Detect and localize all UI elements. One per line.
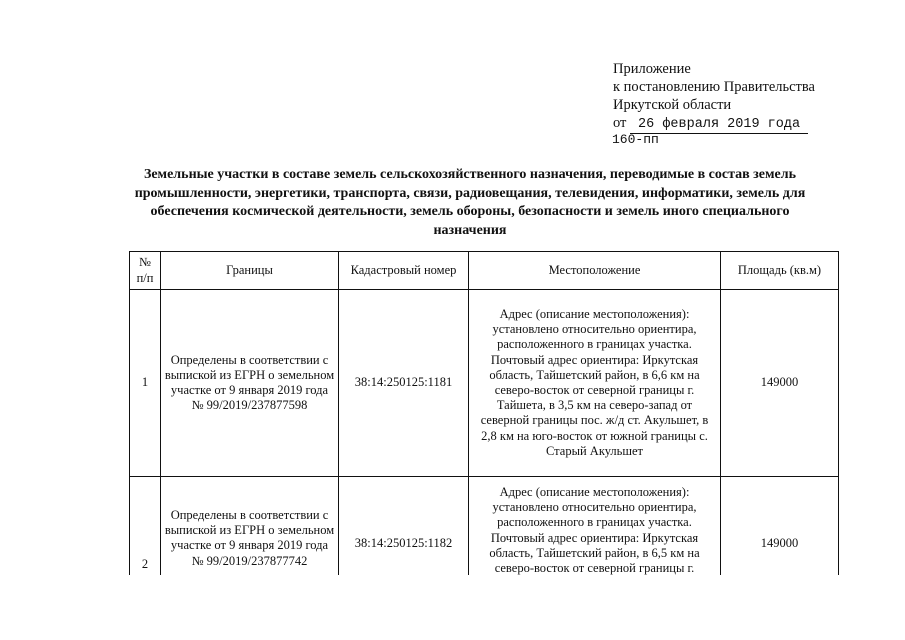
header-boundaries: Границы (161, 252, 339, 290)
cell-boundaries: Определены в соответствии с выпиской из ЕГРН о земельном участке от 9 января 2019 года № 99/2019/237877598 (161, 290, 339, 477)
cell-cadastral: 38:14:250125:1182 (339, 477, 469, 623)
cell-boundaries: Определены в соответствии с выпиской из ЕГРН о земельном участке от 9 января 2019 года № 99/2019/237877742 (161, 477, 339, 623)
date-prefix: от (613, 115, 627, 131)
cell-location: Адрес (описание местоположения): установлено относительно ориентира, расположенного в границах участка. Почтовый адрес ориентира: Иркутская область, Тайшетский район, в 6,6 км на северо-восток от северной границы г. Тайшета, в 3,5 км на северо-запад от северной границы пос. ж/д ст. Акульшет, в 2,8 км на юго-восток от южной границы с. Старый Акульшет (469, 290, 721, 477)
resolution-number: 160-пп (612, 132, 659, 147)
table-row (130, 290, 839, 477)
cell-area: 149000 (721, 290, 839, 477)
header-cadastral: Кадастровый номер (339, 252, 469, 290)
cell-num: 1 (130, 290, 161, 477)
appendix-date-line (613, 114, 815, 134)
appendix-region: Иркутской области (613, 97, 732, 113)
cell-location: Адрес (описание местоположения): установлено относительно ориентира, расположенного в границах участка. Почтовый адрес ориентира: Иркутская область, Тайшетский район, в 6,5 км на северо-восток от северной границы г. (469, 477, 721, 623)
table-header-row (130, 252, 839, 290)
header-num: № п/п (130, 252, 161, 290)
appendix-resolution-ref: к постановлению Правительства (613, 79, 815, 95)
page-bottom-margin (0, 575, 905, 640)
appendix-block (613, 60, 815, 134)
cell-cadastral: 38:14:250125:1181 (339, 290, 469, 477)
appendix-label: Приложение (613, 61, 691, 77)
header-location: Местоположение (469, 252, 721, 290)
cell-num: 2 (130, 477, 161, 623)
land-plots-table (129, 251, 839, 623)
header-area: Площадь (кв.м) (721, 252, 839, 290)
document-title: Земельные участки в составе земель сельскохозяйственного назначения, переводимые в состав земель промышленности, энергетики, транспорта, связи, радиовещания, телевидения, информатики, земель для обеспечения космической деятельности, земель обороны, безопасности и земель иного специального назначения (134, 167, 806, 238)
cell-area: 149000 (721, 477, 839, 623)
resolution-date: 26 февраля 2019 года (630, 117, 808, 134)
